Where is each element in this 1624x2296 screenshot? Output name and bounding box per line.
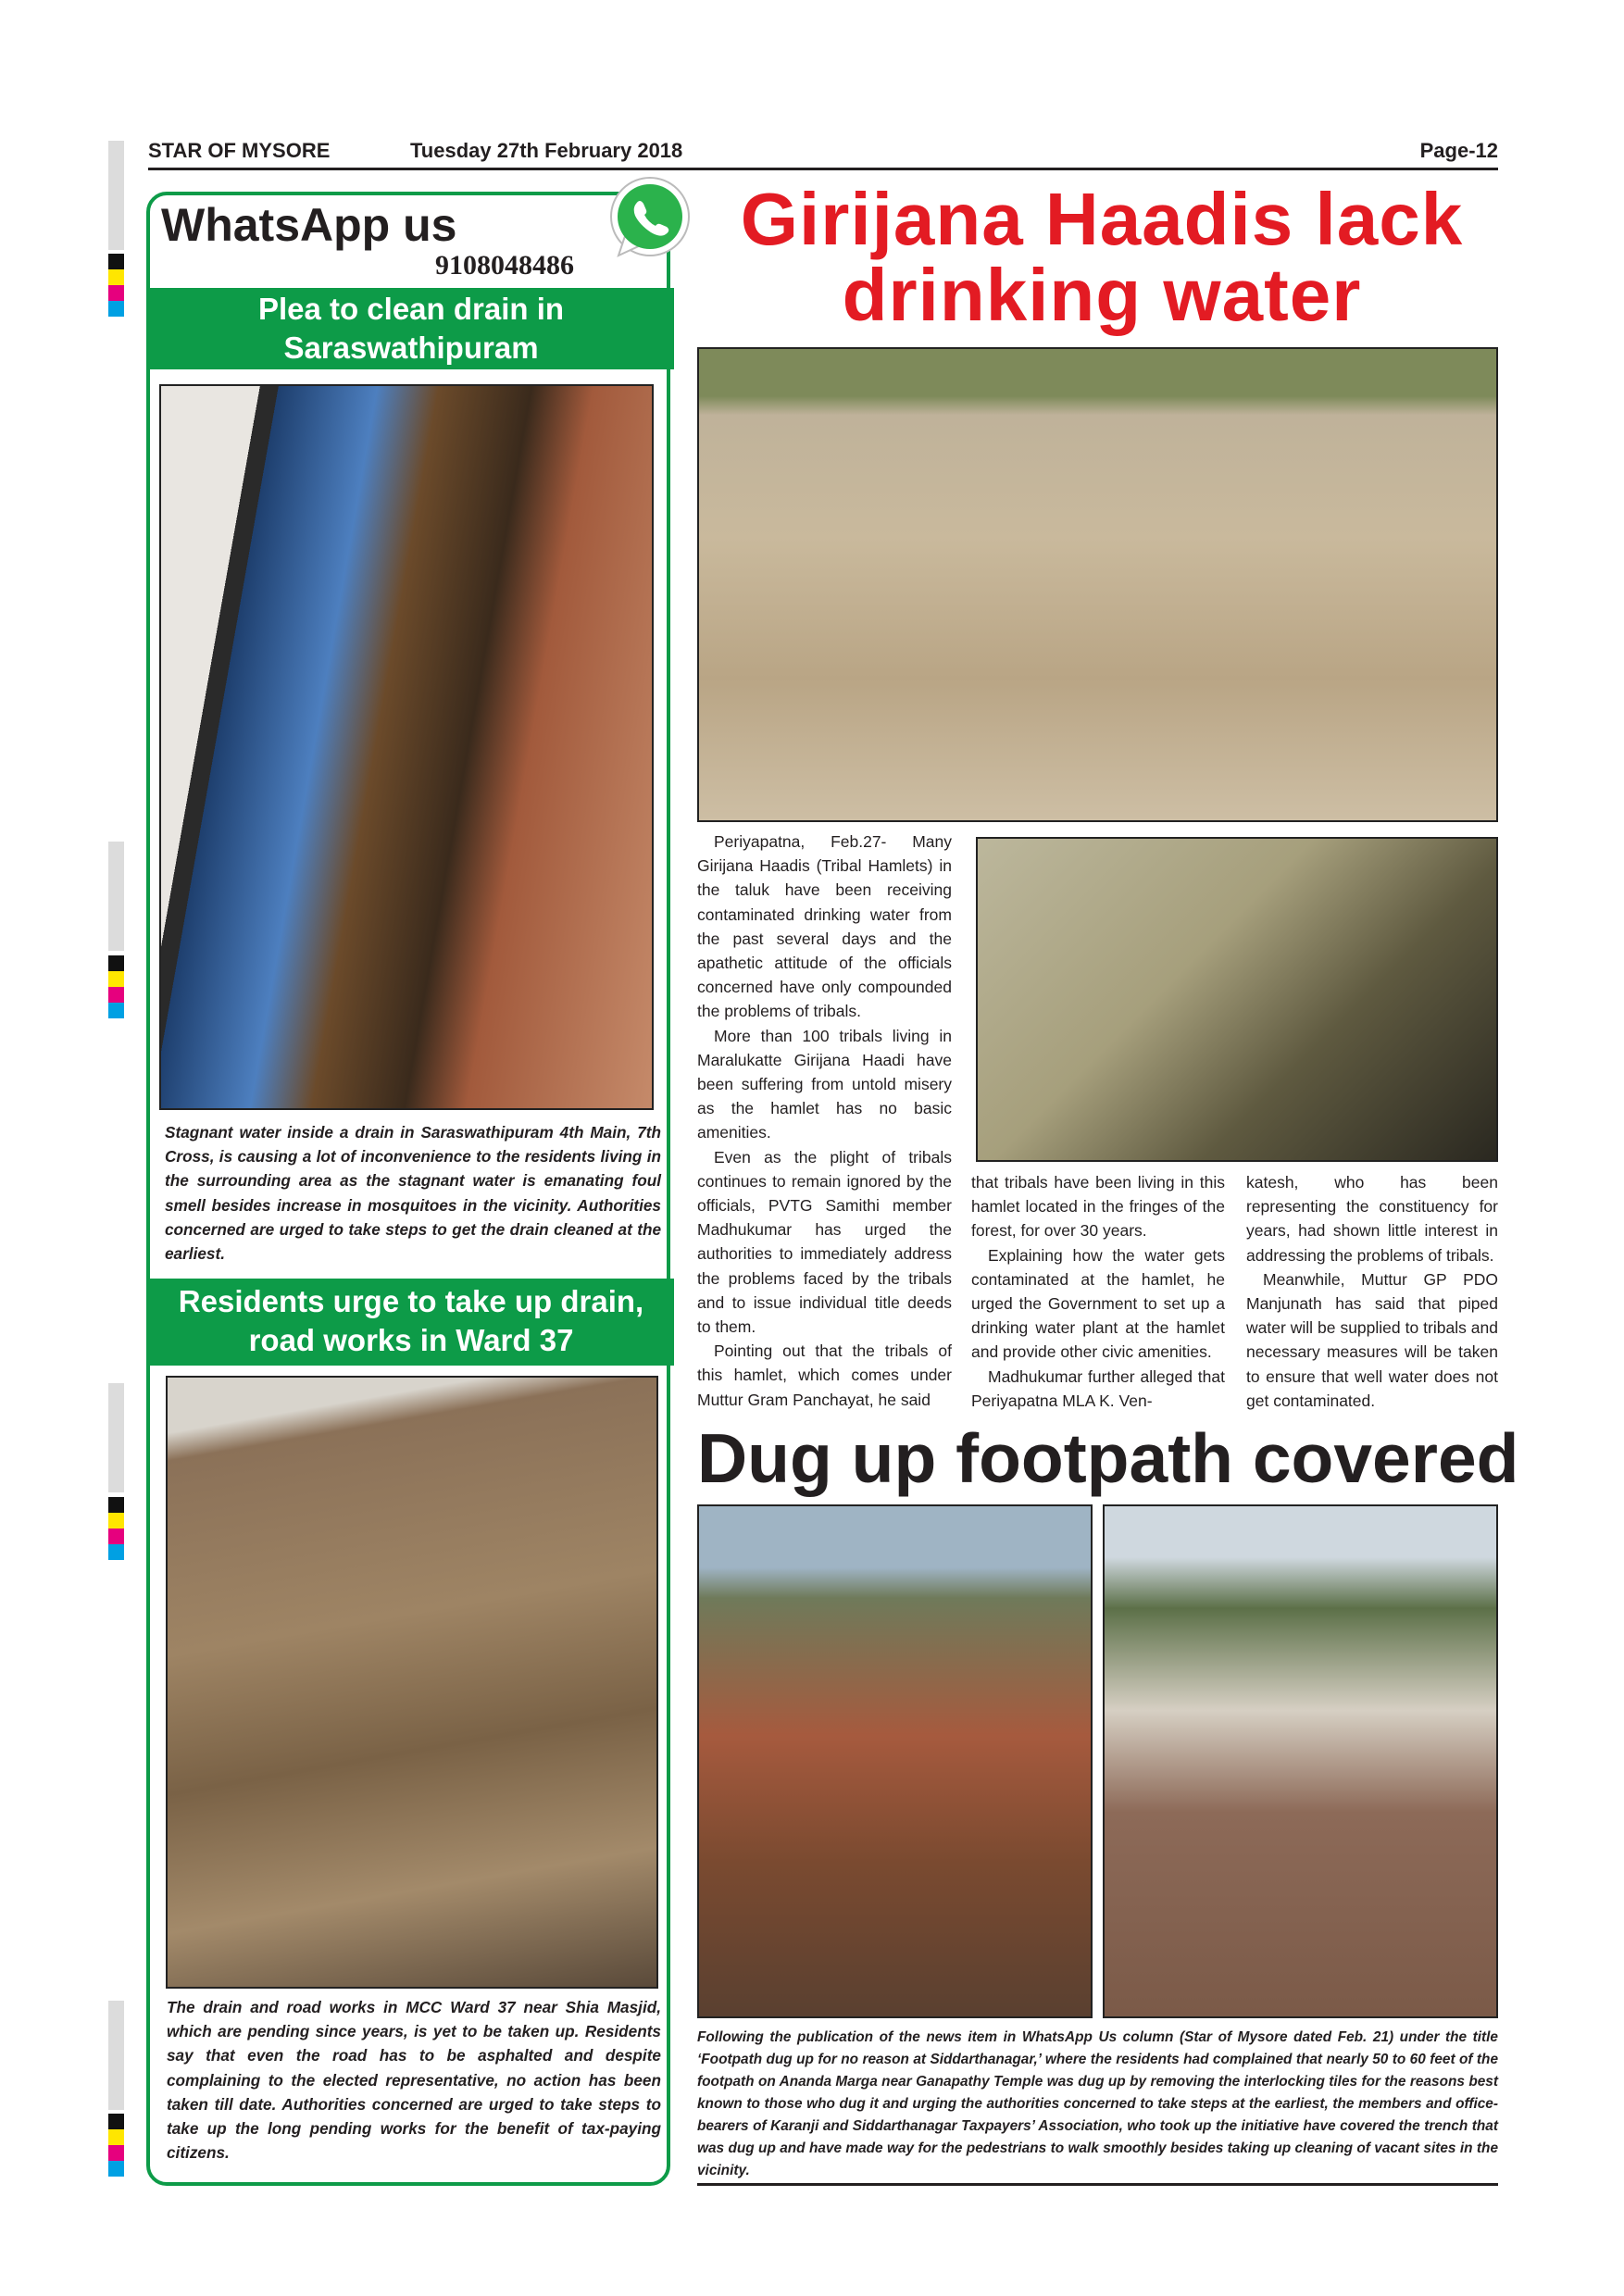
registration-black bbox=[108, 955, 124, 971]
caption-ward-37: The drain and road works in MCC Ward 37 near Shia Masjid, which are pending since years, is yet to be taken up. Residents say that even the road has to be asphalted and despite complaining to the elected representative, no action has been taken till date. Authorities concerned are urged to take steps to take up the long pending works for the benefit of tax-paying citizens. bbox=[167, 1998, 661, 2163]
paragraph: More than 100 tribals living in Maralukatte Girijana Haadi have been suffering from untold misery as the hamlet has no basic amenities. bbox=[697, 1026, 952, 1142]
paragraph: Meanwhile, Muttur GP PDO Manjunath has said that piped water will be supplied to tribals and necessary measures will be taken to ensure that well water does not get contaminated. bbox=[1246, 1269, 1498, 1410]
headline-footpath-covered: Dug up footpath covered bbox=[697, 1419, 1519, 1497]
caption-footpath: Following the publication of the news item in WhatsApp Us column (Star of Mysore dated Feb. 21) under the title ‘Footpath dug up for no reason at Siddarthanagar,’ where the residents had complained that nearly 50 to 60 feet of the footpath on Ananda Marga near Ganapathy Temple was dug up by removing the interlocking tiles for the reasons best known to those who dug it and urging the authorities concerned to take steps at the earliest, the members and office-bearers of Karanji and Siddarthanagar Taxpayers’ Association, who took up the initiative have covered the trench that was dug up and have made way for the pedestrians to walk smoothly besides taking up cleaning of vacant sites in the vicinity. bbox=[697, 2029, 1498, 2178]
whatsapp-title: WhatsApp us bbox=[161, 199, 457, 251]
paragraph: Periyapatna, Feb.27- Many Girijana Haadis (Tribal Hamlets) in the taluk have been receiving contaminated drinking water from the past several days and the apathetic attitude of the officials concerned have only compounded the problems of tribals. bbox=[697, 832, 952, 1021]
photo-ward-37-road bbox=[166, 1376, 658, 1989]
registration-yellow bbox=[108, 1513, 124, 1529]
headline-girijana-haadis: Girijana Haadis lack drinking water bbox=[740, 178, 1464, 336]
photo-tribal-hamlet-well bbox=[697, 347, 1498, 822]
registration-magenta bbox=[108, 987, 124, 1003]
photo-contaminated-water bbox=[976, 837, 1498, 1162]
registration-bar bbox=[108, 1383, 124, 1492]
photo-stagnant-drain bbox=[159, 384, 654, 1110]
issue-date: Tuesday 27th February 2018 bbox=[410, 139, 683, 162]
paragraph: Explaining how the water gets contaminated at the hamlet, he urged the Government to set up a drinking water plant at the hamlet and provide other civic amenities. bbox=[971, 1245, 1225, 1362]
paragraph: Even as the plight of tribals continues to remain ignored by the officials, PVTG Samithi member Madhukumar has urged the authorities to immediately address the problems faced by the tribals and to issue individual title deeds to them. bbox=[697, 1147, 952, 1337]
story1-column-3 bbox=[1246, 1170, 1498, 1413]
banner-ward-37: Residents urge to take up drain, road works in Ward 37 bbox=[148, 1279, 674, 1366]
photo-footpath-trench bbox=[697, 1504, 1093, 2018]
paragraph: katesh, who has been representing the constituency for years, had shown little interest in addressing the problems of tribals. bbox=[1246, 1173, 1498, 1265]
banner-drain-saraswathipuram: Plea to clean drain in Saraswathipuram bbox=[148, 288, 674, 369]
whatsapp-icon bbox=[606, 176, 691, 261]
registration-cyan bbox=[108, 1003, 124, 1018]
paper-name: STAR OF MYSORE bbox=[148, 139, 331, 162]
story1-column-2 bbox=[971, 1170, 1225, 1413]
registration-yellow bbox=[108, 2129, 124, 2145]
registration-black bbox=[108, 254, 124, 269]
page-number: Page-12 bbox=[1419, 139, 1498, 162]
registration-black bbox=[108, 2114, 124, 2129]
registration-cyan bbox=[108, 301, 124, 317]
registration-cyan bbox=[108, 1544, 124, 1560]
registration-yellow bbox=[108, 269, 124, 285]
story1-column-1 bbox=[697, 830, 952, 1412]
registration-bar bbox=[108, 141, 124, 250]
registration-magenta bbox=[108, 2145, 124, 2161]
paragraph: Madhukumar further alleged that Periyapatna MLA K. Ven- bbox=[971, 1366, 1225, 1410]
photo-footpath-covered bbox=[1103, 1504, 1498, 2018]
registration-magenta bbox=[108, 285, 124, 301]
registration-bar bbox=[108, 2001, 124, 2110]
paragraph: that tribals have been living in this hamlet located in the fringes of the forest, for over 30 years. bbox=[971, 1173, 1225, 1241]
caption-drain-saraswathipuram: Stagnant water inside a drain in Saraswathipuram 4th Main, 7th Cross, is causing a lot of inconvenience to the residents living in the surrounding area as the stagnant water is emanating foul smell besides increase in mosquitoes in the vicinity. Authorities concerned are urged to take steps to get the drain cleaned at the earliest. bbox=[165, 1123, 661, 1264]
whatsapp-number: 9108048486 bbox=[435, 250, 574, 281]
registration-yellow bbox=[108, 971, 124, 987]
registration-black bbox=[108, 1497, 124, 1513]
registration-bar bbox=[108, 842, 124, 951]
registration-cyan bbox=[108, 2161, 124, 2177]
header-rule bbox=[148, 168, 1498, 170]
registration-magenta bbox=[108, 1529, 124, 1544]
bottom-rule bbox=[697, 2183, 1498, 2186]
paragraph: Pointing out that the tribals of this hamlet, which comes under Muttur Gram Panchayat, he said bbox=[697, 1341, 952, 1409]
